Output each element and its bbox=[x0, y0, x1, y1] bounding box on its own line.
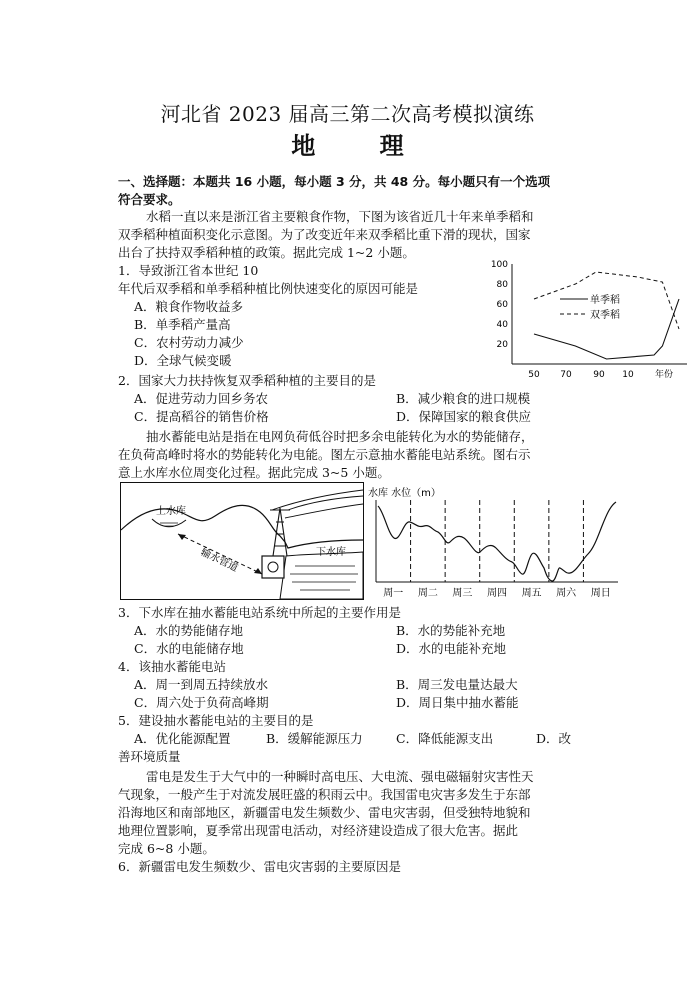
day-label: 周日 bbox=[590, 588, 611, 599]
day-label: 周四 bbox=[487, 588, 507, 599]
q4-option-b: B．周三发电量达最大 bbox=[396, 677, 518, 692]
passage2-line: 抽水蓄能电站是指在电网负荷低谷时把多余电能转化为水的势能储存， bbox=[146, 429, 534, 444]
q5-option-d-cont: 善环境质量 bbox=[118, 749, 181, 764]
q4-option-d: D．周日集中抽水蓄能 bbox=[396, 695, 519, 710]
pumped-storage-diagram bbox=[120, 482, 364, 600]
x-tick-label: 年份 bbox=[654, 370, 674, 380]
power-station-icon bbox=[262, 556, 284, 578]
water-level-chart bbox=[366, 482, 622, 600]
day-label: 周二 bbox=[417, 588, 438, 599]
series-line-single-season bbox=[534, 299, 679, 359]
q5-option-a: A．优化能源配置 bbox=[134, 731, 231, 746]
y-tick-label: 40 bbox=[496, 320, 508, 330]
rice-area-chart bbox=[482, 252, 695, 384]
q2-option-d: D．保障国家的粮食供应 bbox=[396, 409, 532, 424]
q3-stem: 3．下水库在抽水蓄能电站系统中所起的主要作用是 bbox=[118, 605, 401, 620]
legend-label-single: 单季稻 bbox=[590, 295, 620, 306]
day-label: 周六 bbox=[556, 588, 577, 599]
passage3-line: 完成 6~8 小题。 bbox=[118, 841, 215, 856]
q6-stem: 6．新疆雷电发生频数少、雷电灾害弱的主要原因是 bbox=[118, 859, 401, 874]
q1-stem-cont: 年代后双季稻和单季稻种植比例快速变化的原因可能是 bbox=[118, 281, 419, 296]
power-line bbox=[272, 490, 363, 510]
q4-option-a: A．周一到周五持续放水 bbox=[134, 677, 269, 692]
x-tick-label: 10 bbox=[622, 370, 634, 380]
q4-stem: 4．该抽水蓄能电站 bbox=[118, 659, 226, 674]
power-line bbox=[285, 504, 363, 518]
q3-option-d: D．水的电能补充地 bbox=[396, 641, 507, 656]
q2-stem: 2．国家大力扶持恢复双季稻种植的主要目的是 bbox=[118, 373, 376, 388]
passage3-line: 雷电是发生于大气中的一种瞬时高电压、大电流、强电磁辐射灾害性天 bbox=[146, 769, 534, 784]
q5-option-d: D．改 bbox=[536, 731, 572, 746]
q1-option-a: A．粮食作物收益多 bbox=[134, 299, 244, 314]
passage1-line: 水稻一直以来是浙江省主要粮食作物，下图为该省近几十年来单季稻和 bbox=[146, 209, 534, 224]
upper-reservoir-label: 上水库 bbox=[156, 506, 186, 517]
water-level-y-label: 水库 水位（m） bbox=[368, 488, 441, 499]
passage1-line: 出台了扶持双季稻种植的政策。据此完成 1~2 小题。 bbox=[118, 245, 415, 260]
y-tick-label: 100 bbox=[490, 260, 508, 270]
q2-option-c: C．提高稻谷的销售价格 bbox=[134, 409, 269, 424]
pipe-label: 输水管道 bbox=[198, 546, 240, 575]
passage3-line: 沿海地区和南部地区，新疆雷电发生频数少、雷电灾害弱，但受独特地貌和 bbox=[118, 805, 531, 820]
x-tick-label: 90 bbox=[593, 370, 605, 380]
legend-label-double: 双季稻 bbox=[590, 310, 620, 321]
q2-option-b: B．减少粮食的进口规模 bbox=[396, 391, 531, 406]
transmission-tower-icon bbox=[270, 508, 290, 556]
q3-option-a: A．水的势能储存地 bbox=[134, 623, 244, 638]
day-label: 周五 bbox=[521, 588, 542, 599]
y-tick-label: 60 bbox=[496, 300, 508, 310]
day-label: 周三 bbox=[452, 588, 473, 599]
passage2-line: 意上水库水位周变化过程。据此完成 3~5 小题。 bbox=[118, 465, 390, 480]
day-label: 周一 bbox=[383, 588, 404, 599]
lower-reservoir-basin bbox=[280, 552, 363, 599]
y-tick-label: 80 bbox=[496, 280, 508, 290]
q2-option-a: A．促进劳动力回乡务农 bbox=[134, 391, 269, 406]
q5-option-c: C．降低能源支出 bbox=[396, 731, 494, 746]
lower-reservoir-label: 下水库 bbox=[316, 547, 346, 558]
section-heading: 一、选择题：本题共 16 小题，每小题 3 分，共 48 分。每小题只有一个选项 bbox=[118, 174, 551, 189]
passage3-line: 地理位置影响，夏季常出现雷电活动，对经济建设造成了很大危害。据此 bbox=[118, 823, 519, 838]
q4-option-c: C．周六处于负荷高峰期 bbox=[134, 695, 269, 710]
exam-title: 河北省 2023 届高三第二次高考模拟演练 bbox=[160, 102, 535, 126]
q1-option-b: B．单季稻产量高 bbox=[134, 317, 231, 332]
q5-stem: 5．建设抽水蓄能电站的主要目的是 bbox=[118, 713, 314, 728]
q3-option-c: C．水的电能储存地 bbox=[134, 641, 244, 656]
q3-option-b: B．水的势能补充地 bbox=[396, 623, 506, 638]
q1-option-c: C．农村劳动力减少 bbox=[134, 335, 244, 350]
y-tick-label: 20 bbox=[496, 340, 508, 350]
x-tick-label: 50 bbox=[528, 370, 540, 380]
water-level-curve bbox=[378, 502, 616, 581]
subject-title: 地 理 bbox=[291, 131, 432, 160]
power-line bbox=[288, 496, 363, 510]
q5-option-b: B．缓解能源压力 bbox=[266, 731, 363, 746]
passage1-line: 双季稻种植面积变化示意图。为了改变近年来双季稻比重下滑的现状，国家 bbox=[118, 227, 531, 242]
q1-option-d: D．全球气候变暖 bbox=[134, 353, 232, 368]
passage2-line: 在负荷高峰时将水的势能转化为电能。图左示意抽水蓄能电站系统。图右示 bbox=[118, 447, 531, 462]
section-heading-cont: 符合要求。 bbox=[118, 192, 181, 207]
passage3-line: 气现象，一般产生于对流发展旺盛的积雨云中。我国雷电灾害多发生于东部 bbox=[118, 787, 531, 802]
q1-stem: 1．导致浙江省本世纪 10 bbox=[118, 263, 259, 278]
x-tick-label: 70 bbox=[560, 370, 572, 380]
